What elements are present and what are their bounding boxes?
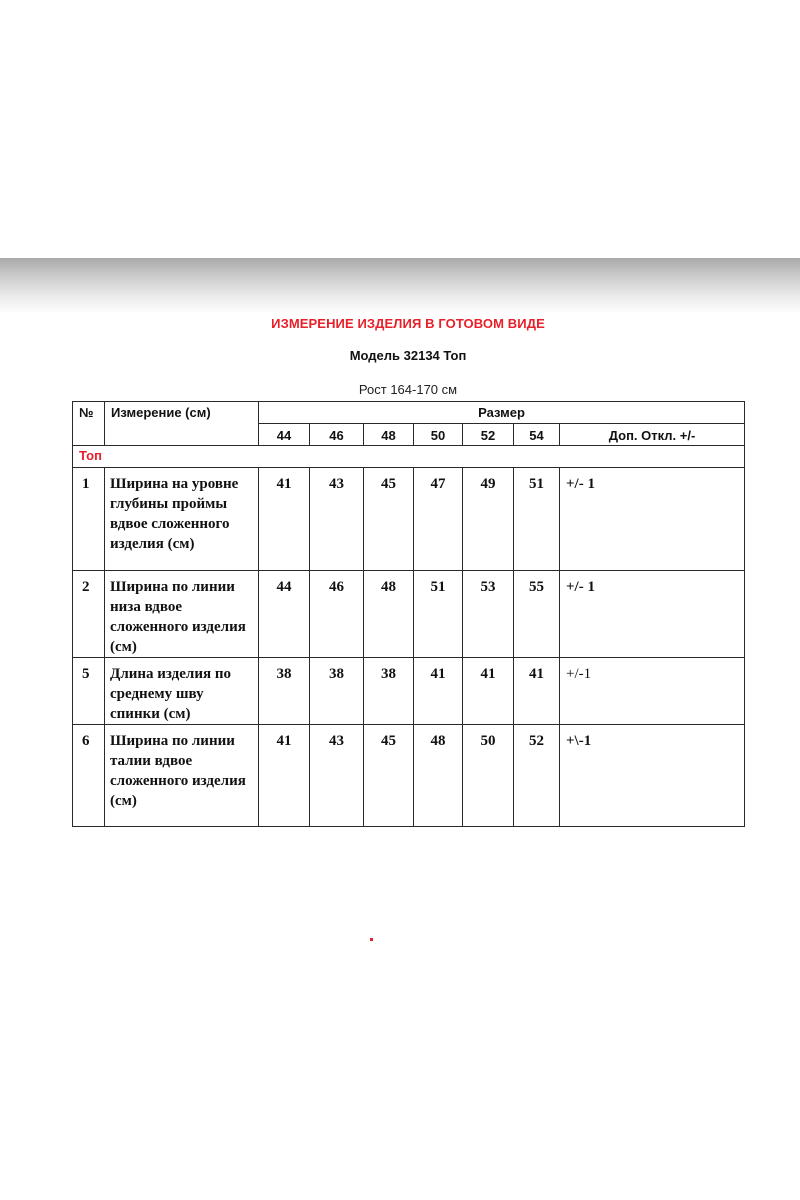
header-size-50: 50 <box>414 424 463 446</box>
row-number: 1 <box>73 468 105 571</box>
row-value-50: 48 <box>414 725 463 827</box>
model-name: Модель 32134 Топ <box>349 348 467 363</box>
header-measurement: Измерение (см) <box>105 402 259 446</box>
row-measurement-name: Ширина по линии талии вдвое сложенного изделия (см) <box>105 725 259 827</box>
row-value-46: 38 <box>310 658 364 725</box>
row-value-50: 51 <box>414 571 463 658</box>
row-value-48: 48 <box>364 571 414 658</box>
header-size: Размер <box>259 402 745 424</box>
table-row <box>73 658 745 725</box>
table-row <box>73 468 745 571</box>
row-value-52: 49 <box>463 468 514 571</box>
row-value-54: 51 <box>514 468 560 571</box>
row-measurement-name: Ширина по линии низа вдвое сложенного изделия (см) <box>105 571 259 658</box>
row-value-46: 46 <box>310 571 364 658</box>
section-row <box>73 446 745 468</box>
row-value-54: 52 <box>514 725 560 827</box>
red-mark <box>370 938 373 941</box>
row-measurement-name: Ширина на уровне глубины проймы вдвое сложенного изделия (см) <box>105 468 259 571</box>
row-value-52: 50 <box>463 725 514 827</box>
height-range: Рост 164-170 см <box>358 382 458 397</box>
row-tolerance: +/- 1 <box>560 468 745 571</box>
table-row <box>73 571 745 658</box>
row-number: 6 <box>73 725 105 827</box>
header-size-48: 48 <box>364 424 414 446</box>
row-value-46: 43 <box>310 725 364 827</box>
row-number: 5 <box>73 658 105 725</box>
section-label: Топ <box>73 446 745 468</box>
row-measurement-name: Длина изделия по среднему шву спинки (см) <box>105 658 259 725</box>
row-value-50: 41 <box>414 658 463 725</box>
table-row <box>73 725 745 827</box>
row-value-48: 45 <box>364 468 414 571</box>
row-value-54: 41 <box>514 658 560 725</box>
row-value-46: 43 <box>310 468 364 571</box>
document-title: ИЗМЕРЕНИЕ ИЗДЕЛИЯ В ГОТОВОМ ВИДЕ <box>271 316 545 331</box>
header-size-44: 44 <box>259 424 310 446</box>
row-value-52: 41 <box>463 658 514 725</box>
row-value-52: 53 <box>463 571 514 658</box>
row-number: 2 <box>73 571 105 658</box>
row-value-48: 45 <box>364 725 414 827</box>
header-number: № <box>73 402 105 446</box>
row-value-44: 41 <box>259 725 310 827</box>
header-size-46: 46 <box>310 424 364 446</box>
measurement-table <box>72 401 745 827</box>
row-value-44: 44 <box>259 571 310 658</box>
row-value-50: 47 <box>414 468 463 571</box>
row-value-48: 38 <box>364 658 414 725</box>
gray-divider-strip <box>0 258 800 314</box>
row-tolerance: +\-1 <box>560 725 745 827</box>
header-row-1 <box>73 402 745 424</box>
header-size-52: 52 <box>463 424 514 446</box>
row-tolerance: +/- 1 <box>560 571 745 658</box>
row-tolerance: +/-1 <box>560 658 745 725</box>
row-value-44: 38 <box>259 658 310 725</box>
row-value-54: 55 <box>514 571 560 658</box>
header-size-54: 54 <box>514 424 560 446</box>
row-value-44: 41 <box>259 468 310 571</box>
blank-top-area <box>0 0 800 258</box>
header-tolerance: Доп. Откл. +/- <box>560 424 745 446</box>
